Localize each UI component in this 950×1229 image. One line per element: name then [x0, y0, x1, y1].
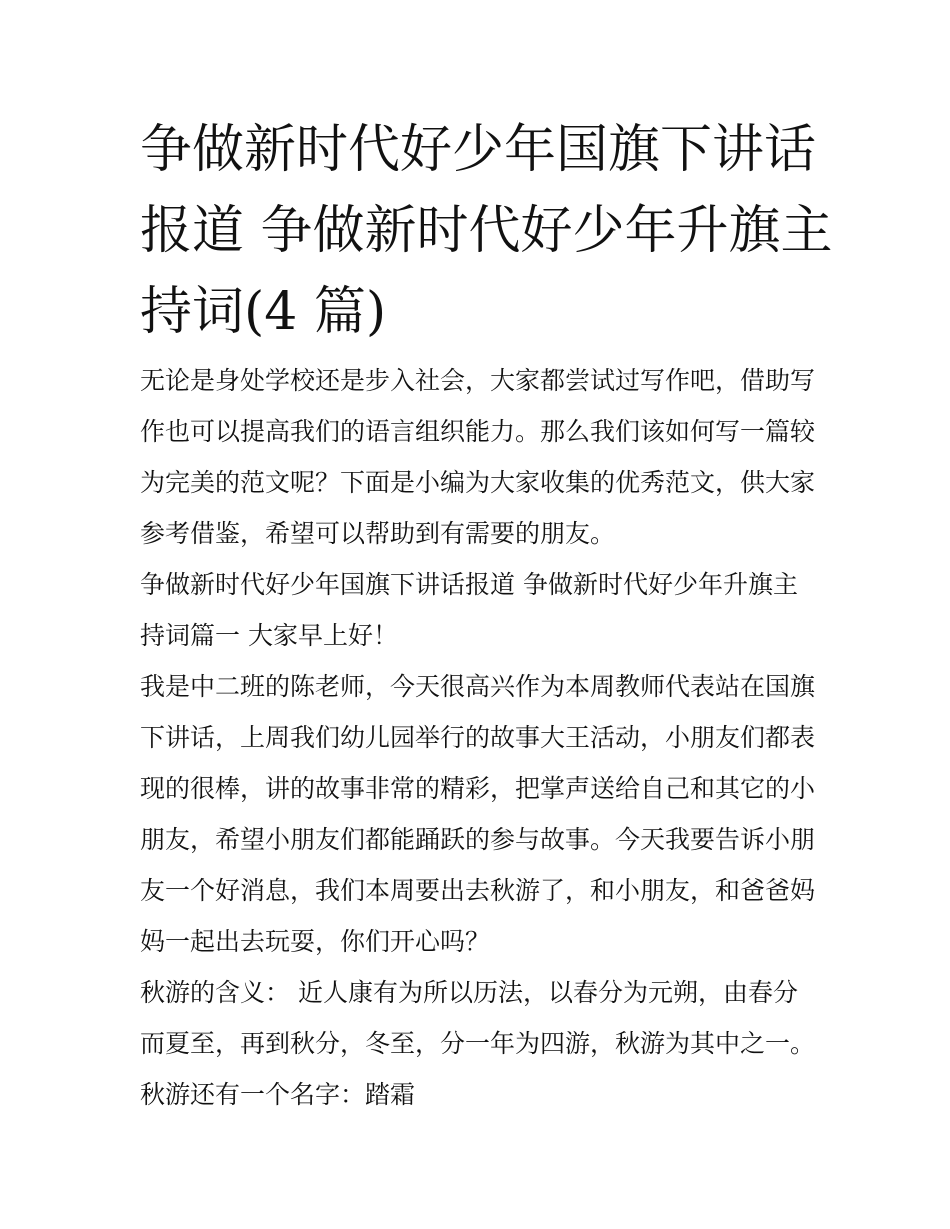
- body-line: 为完美的范文呢？下面是小编为大家收集的优秀范文，供大家: [140, 468, 816, 497]
- title-line: 持词(4 篇): [140, 282, 387, 342]
- body-line: 妈一起出去玩耍，你们开心吗？: [140, 927, 491, 956]
- title-line: 争做新时代好少年国旗下讲话: [140, 120, 817, 180]
- body-line: 现的很棒，讲的故事非常的精彩，把掌声送给自己和其它的小: [140, 774, 816, 803]
- body-line: 作也可以提高我们的语言组织能力。那么我们该如何写一篇较: [140, 417, 816, 446]
- body-line: 下讲话，上周我们幼儿园举行的故事大王活动，小朋友们都表: [140, 723, 816, 752]
- title-line: 报道 争做新时代好少年升旗主: [140, 201, 833, 261]
- body-line: 参考借鉴，希望可以帮助到有需要的朋友。: [140, 519, 616, 548]
- document-title: [140, 110, 833, 353]
- body-line: 友一个好消息，我们本周要出去秋游了，和小朋友，和爸爸妈: [140, 876, 816, 905]
- document-body: [140, 355, 830, 1120]
- body-line: 我是中二班的陈老师，今天很高兴作为本周教师代表站在国旗: [140, 672, 816, 701]
- body-line: 秋游还有一个名字：踏霜: [140, 1080, 416, 1109]
- body-line: 朋友，希望小朋友们都能踊跃的参与故事。今天我要告诉小朋: [140, 825, 816, 854]
- body-line: 无论是身处学校还是步入社会，大家都尝试过写作吧，借助写: [140, 366, 816, 395]
- body-line: 秋游的含义： 近人康有为所以历法，以春分为元朔，由春分: [140, 978, 798, 1007]
- body-line: 持词篇一 大家早上好！: [140, 621, 398, 650]
- body-line: 争做新时代好少年国旗下讲话报道 争做新时代好少年升旗主: [140, 570, 798, 599]
- body-line: 而夏至，再到秋分，冬至，分一年为四游，秋游为其中之一。: [140, 1029, 816, 1058]
